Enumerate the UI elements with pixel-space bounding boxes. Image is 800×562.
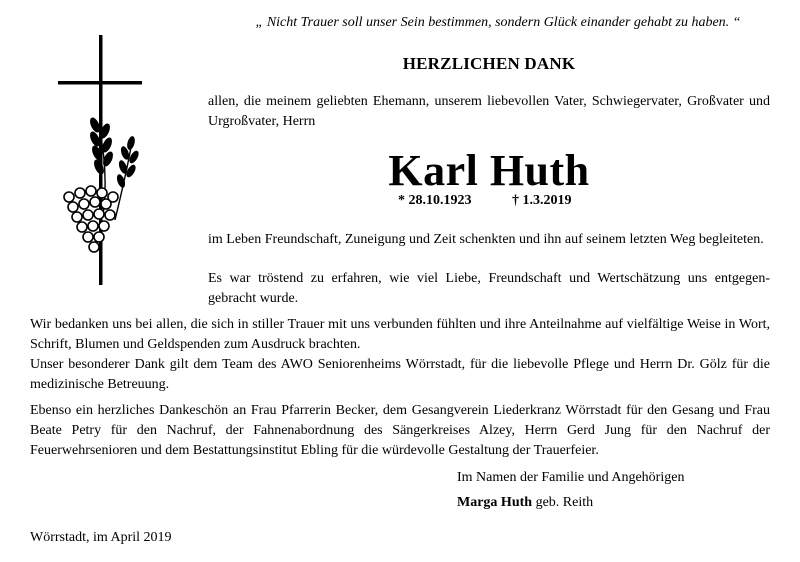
- death-date: † 1.3.2019: [512, 193, 572, 208]
- signer-name: Marga Huth: [457, 495, 533, 510]
- signer-suffix: geb. Reith: [532, 495, 594, 510]
- paragraph-1: im Leben Freundschaft, Zuneigung und Zeit schenkten und ihn auf seinem letzten Weg begleiteten.: [208, 232, 764, 247]
- cross-wheat-grapes-icon: [55, 35, 145, 285]
- deceased-name: Karl Huth: [388, 146, 590, 195]
- birth-date: * 28.10.1923: [398, 193, 472, 208]
- place-date: Wörrstadt, im April 2019: [30, 530, 172, 545]
- paragraph-5: Ebenso ein herzliches Dankeschön an Frau Pfarrerin Becker, dem Gesangverein Liederkranz Wörrstadt für den Gesang und Frau Beate Petry für den Nachruf, der Fahnenabordnung des Sängerkreises Alzey, Herrn Gerd Jung für den Nachruf der Feuerwehrsenioren und dem Bestattungsinstitut Ebling für die würdevolle Gestaltung der Trauerfeier.: [30, 403, 770, 458]
- family-line: Im Namen der Familie und Angehörigen: [457, 470, 685, 485]
- intro-text: allen, die meinem geliebten Ehemann, unserem liebevollen Vater, Schwiegervater, Großvater und Urgroßvater, Herrn: [208, 94, 770, 129]
- paragraph-2: [208, 269, 770, 309]
- paragraph-2-line-2: gebracht wurde.: [208, 291, 299, 306]
- paragraph-4: Unser besonderer Dank gilt dem Team des AWO Seniorenheims Wörrstadt, für die liebevolle Pflege und Herrn Dr. Gölz für die medizinische Betreuung.: [30, 357, 770, 392]
- paragraph-3: Wir bedanken uns bei allen, die sich in stiller Trauer mit uns verbunden fühlten und ihre Anteilnahme auf vielfältige Weise in Wort, Schrift, Blumen und Geldspenden zum Ausdruck brachten.: [30, 317, 770, 352]
- quote: „ Nicht Trauer soll unser Sein bestimmen, sondern Glück einander gehabt zu haben. “: [255, 15, 741, 30]
- heading: HERZLICHEN DANK: [402, 54, 576, 73]
- signature: [457, 493, 593, 513]
- paragraph-2-line-1: Es war tröstend zu erfahren, wie viel Liebe, Freundschaft und Wertschätzung uns entgegen-: [208, 271, 770, 286]
